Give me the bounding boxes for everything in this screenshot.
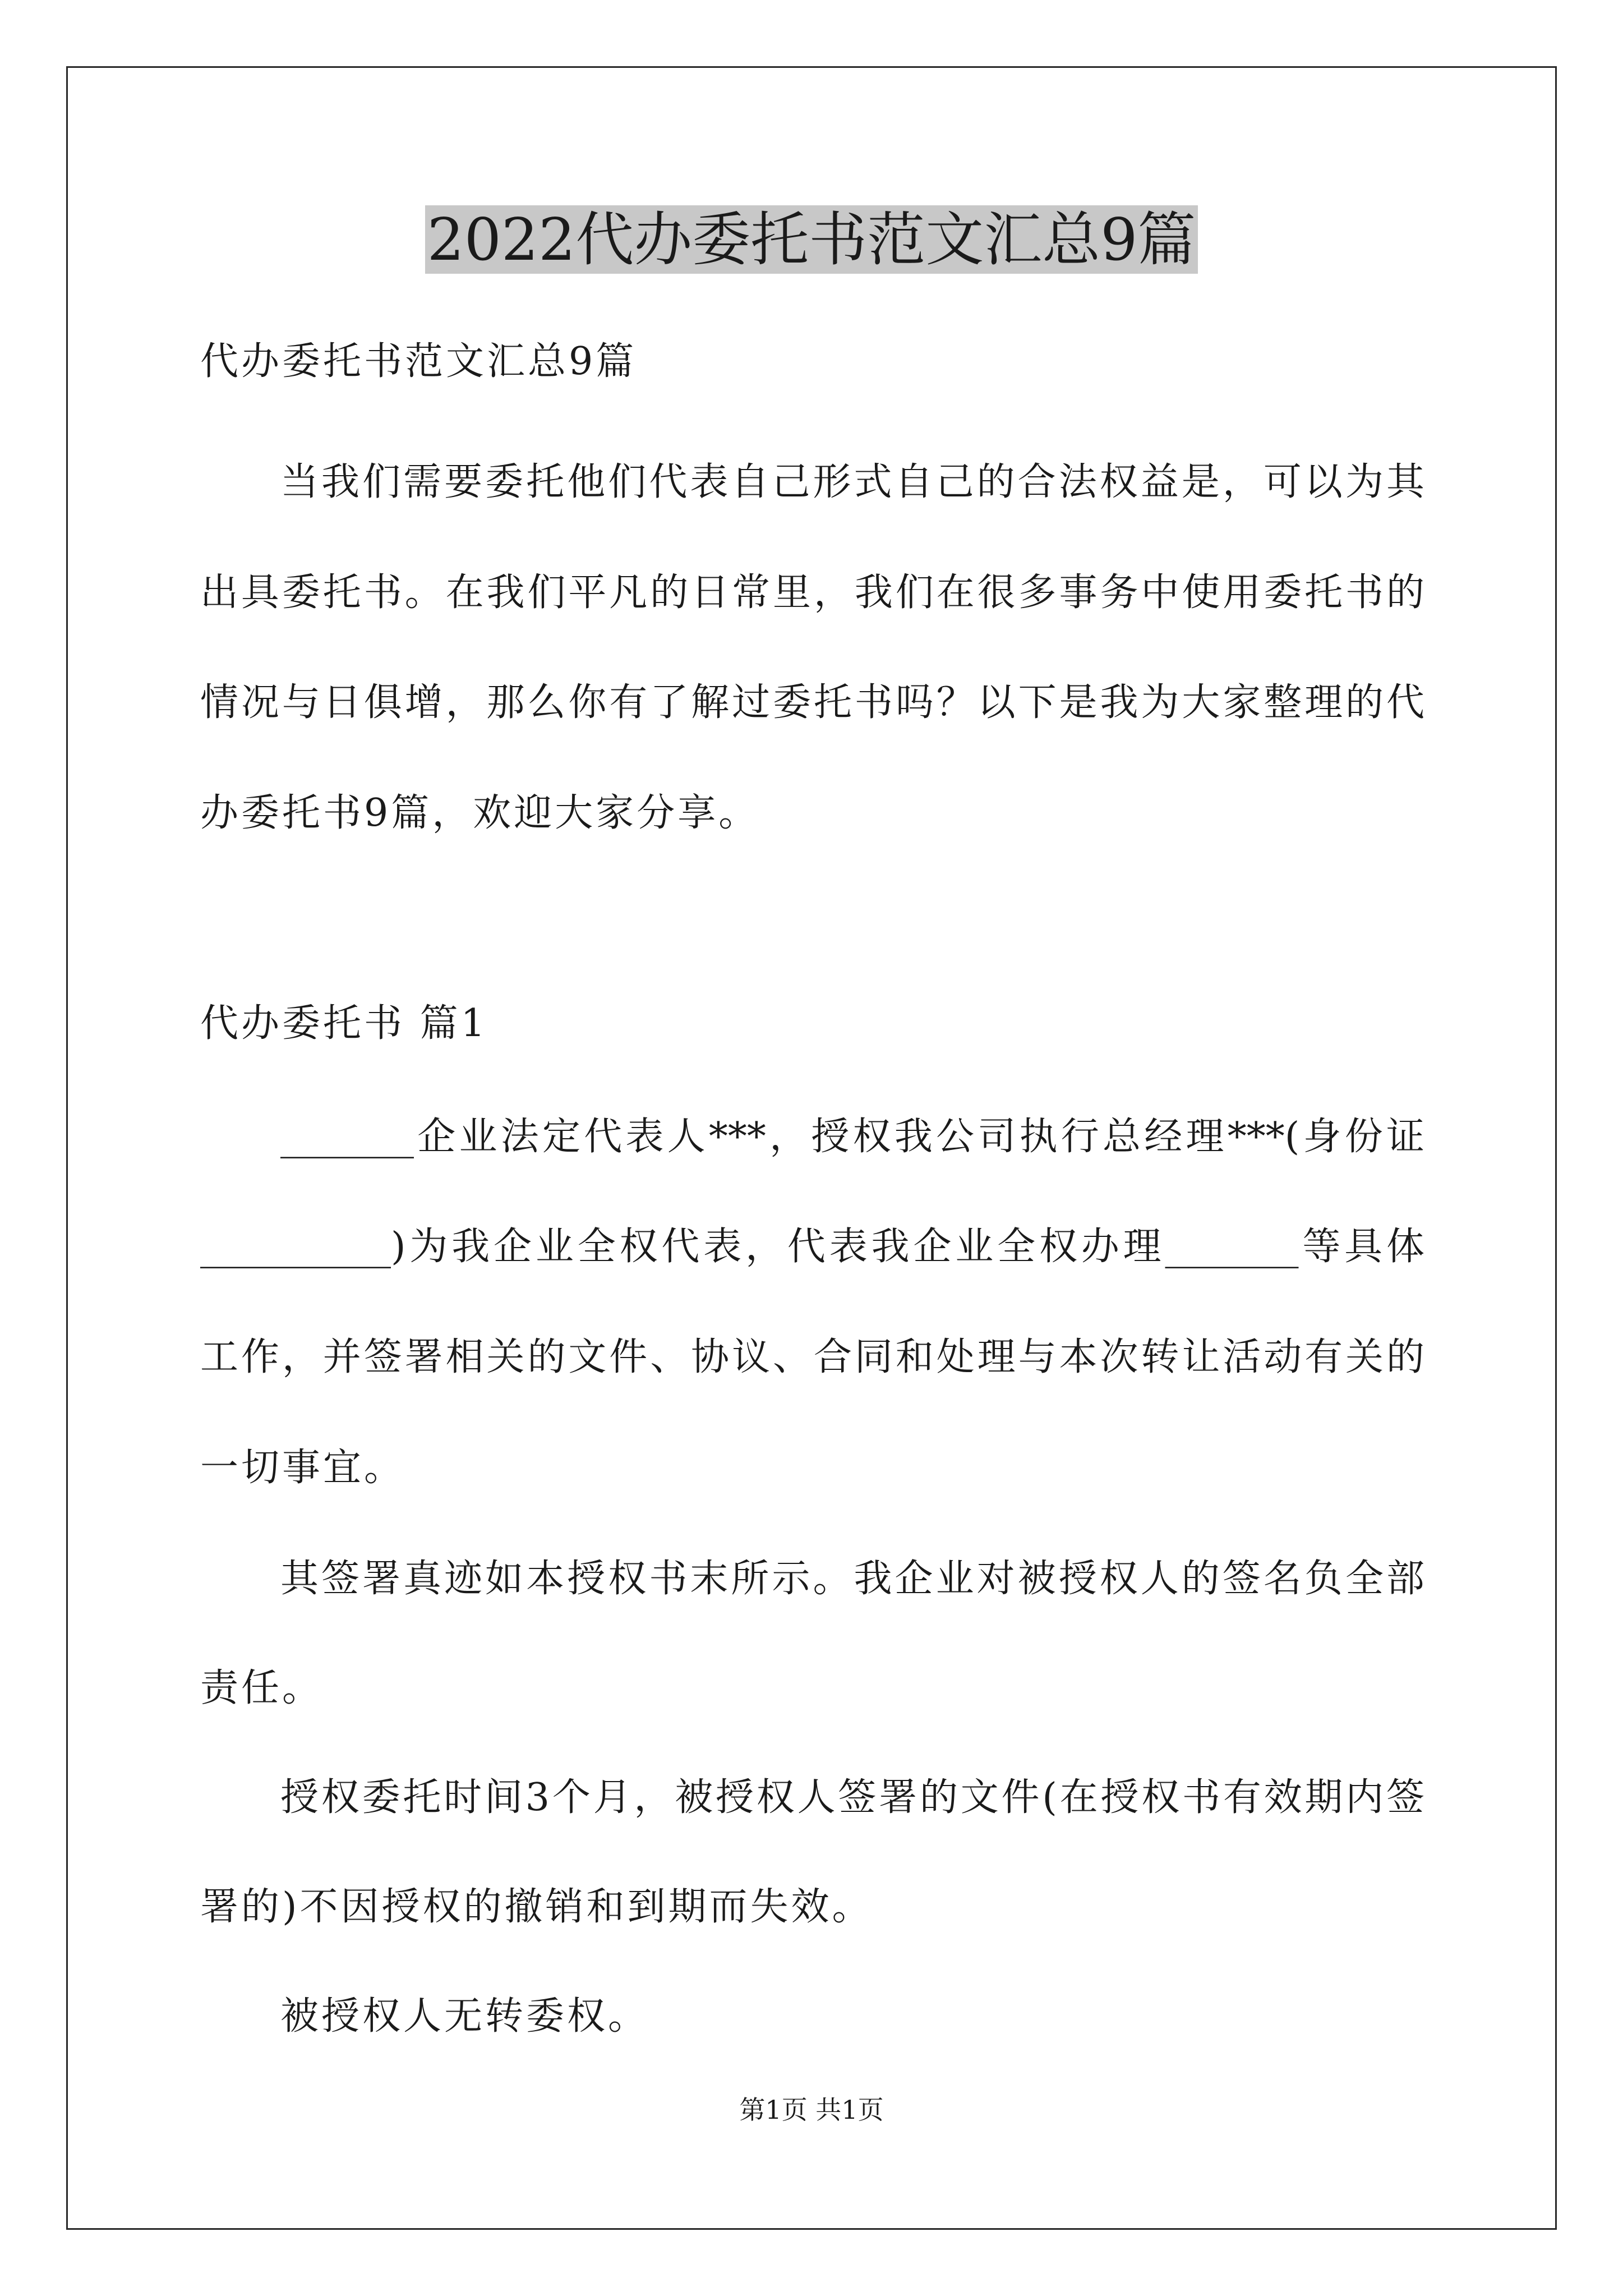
document-title-text: 2022代办委托书范文汇总9篇 [425,205,1198,274]
intro-line-3: 情况与日俱增，那么你有了解过委托书吗？以下是我为大家整理的代 [200,680,1424,725]
paragraph3-line-1: 授权委托时间3个月，被授权人签署的文件(在授权书有效期内签 [280,1775,1424,1820]
page-footer: 第1页 共1页 [739,2095,884,2125]
intro-line-4: 办委托书9篇，欢迎大家分享。 [200,791,760,835]
document-title [0,197,1623,282]
paragraph4: 被授权人无转委权。 [280,1994,649,2039]
intro-line-1: 当我们需要委托他们代表自己形式自己的合法权益是，可以为其 [280,460,1424,504]
paragraph3-line-2: 署的)不因授权的撤销和到期而失效。 [200,1885,873,1929]
document-subtitle: 代办委托书范文汇总9篇 [200,339,637,384]
paragraph1-line-3: 工作，并签署相关的文件、协议、合同和处理与本次转让活动有关的 [200,1335,1424,1379]
intro-line-2: 出具委托书。在我们平凡的日常里，我们在很多事务中使用委托书的 [200,570,1424,615]
paragraph1-line-4: 一切事宜。 [200,1446,405,1490]
paragraph1-line-2: __________)为我企业全权代表，代表我企业全权办理_______等具体 [200,1225,1424,1269]
paragraph2-line-2: 责任。 [200,1666,324,1710]
paragraph2-line-1: 其签署真迹如本授权书末所示。我企业对被授权人的签名负全部 [280,1557,1424,1601]
paragraph1-line-1: _______企业法定代表人***，授权我公司执行总经理***(身份证 [280,1115,1424,1159]
section-heading: 代办委托书 篇1 [200,1001,488,1046]
